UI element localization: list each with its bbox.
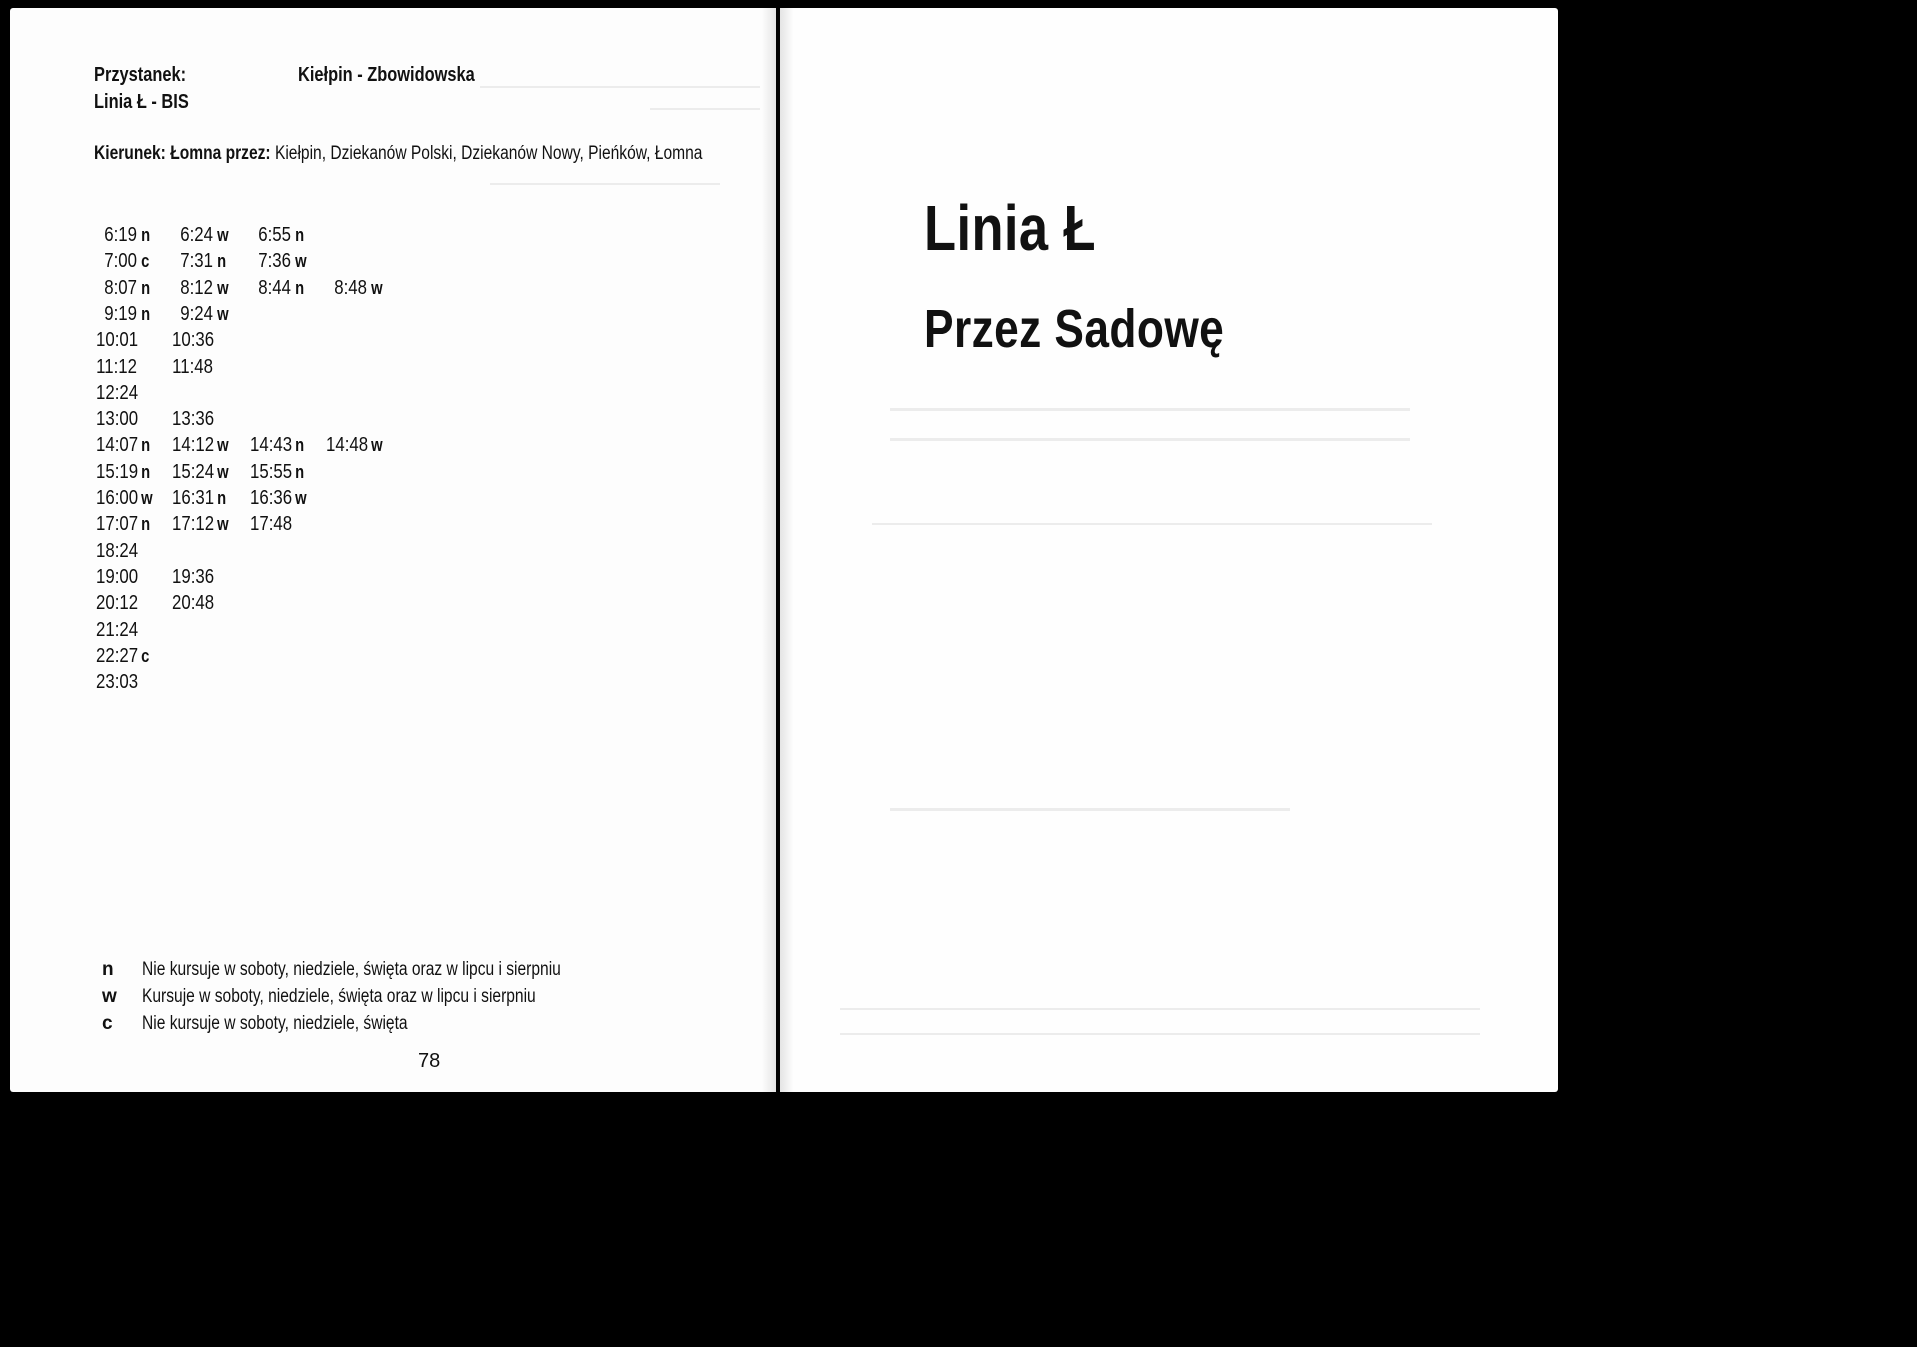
- departure-marker: w: [217, 435, 229, 456]
- departure-time: 18:24: [96, 538, 139, 562]
- bleed-through-mark: [650, 108, 760, 110]
- departure-time: 8:07: [104, 275, 137, 299]
- schedule-row: [96, 222, 516, 248]
- departure-marker: w: [217, 514, 229, 535]
- right-page: [780, 8, 1558, 1092]
- departure-time: 20:12: [96, 591, 139, 615]
- gutter-shadow-right: [780, 8, 794, 1092]
- departure-time: 6:24: [180, 223, 213, 246]
- departure-time: 13:00: [96, 407, 139, 431]
- departure-marker: n: [295, 225, 305, 245]
- departure-cell: [250, 275, 316, 301]
- departure-cell: [96, 354, 151, 380]
- departure-cell: [96, 432, 162, 458]
- departure-cell: [96, 617, 151, 643]
- departure-time: 16:36: [250, 486, 293, 509]
- departure-time: 17:48: [250, 512, 293, 536]
- departure-time: 14:43: [250, 433, 293, 457]
- schedule-row: [96, 275, 516, 301]
- departure-marker: w: [217, 461, 229, 482]
- departure-cell: [172, 222, 241, 248]
- departure-cell: [250, 459, 316, 485]
- departure-cell: [172, 275, 241, 301]
- departure-marker: n: [295, 461, 305, 482]
- bleed-through-mark: [890, 438, 1410, 441]
- departure-time: 8:44: [258, 275, 291, 299]
- departure-cell: [250, 432, 316, 458]
- departure-cell: [96, 511, 162, 537]
- departure-marker: w: [295, 251, 307, 272]
- bleed-through-mark: [840, 1008, 1480, 1010]
- schedule-row: [96, 538, 516, 564]
- departure-marker: w: [217, 303, 229, 324]
- departure-cell: [96, 590, 151, 616]
- departure-time: 16:31: [172, 486, 215, 509]
- departure-marker: n: [141, 461, 151, 482]
- departure-time: 11:48: [172, 354, 213, 378]
- departure-time: 11:12: [96, 354, 137, 378]
- bleed-through-mark: [872, 523, 1432, 525]
- departure-cell: [172, 354, 227, 380]
- departure-cell: [96, 538, 151, 564]
- departure-time: 14:07: [96, 433, 139, 457]
- schedule-row: [96, 432, 516, 458]
- legend-text: Kursuje w soboty, niedziele, święta oraz w lipcu i sierpniu: [142, 986, 536, 1007]
- departure-cell: [96, 275, 162, 301]
- departure-cell: [172, 590, 227, 616]
- departure-marker: n: [141, 435, 151, 456]
- schedule-row: [96, 459, 516, 485]
- departure-time: 9:24: [180, 301, 213, 325]
- departure-marker: n: [217, 251, 227, 272]
- page-number: 78: [418, 1050, 441, 1072]
- direction-line: [94, 143, 776, 165]
- stop-label: Przystanek:: [94, 64, 187, 86]
- schedule-row: [96, 248, 516, 274]
- bleed-through-mark: [840, 1033, 1480, 1035]
- legend-text: Nie kursuje w soboty, niedziele, święta oraz w lipcu i sierpniu: [142, 959, 561, 980]
- departure-cell: [96, 222, 162, 248]
- departure-time: 17:12: [172, 512, 215, 536]
- legend-key: c: [102, 1013, 113, 1034]
- departure-time: 21:24: [96, 617, 139, 641]
- departure-marker: w: [371, 435, 383, 456]
- legend-key: n: [102, 959, 114, 980]
- departure-marker: c: [141, 251, 150, 272]
- departure-time: 16:00: [96, 486, 139, 509]
- direction-label: Kierunek:: [94, 143, 166, 164]
- direction-via: Kiełpin, Dziekanów Polski, Dziekanów Nowy, Pieńków, Łomna: [274, 143, 703, 164]
- departure-cell: [326, 275, 395, 301]
- departure-cell: [96, 406, 151, 432]
- gutter-shadow-left: [762, 8, 776, 1092]
- schedule-row: [96, 301, 516, 327]
- departure-marker: n: [141, 225, 151, 245]
- departure-time: 17:07: [96, 512, 139, 536]
- departure-time: 10:36: [172, 328, 215, 352]
- bleed-through-mark: [480, 86, 760, 88]
- schedule-row: [96, 327, 516, 353]
- schedule-row: [96, 590, 516, 616]
- departure-marker: n: [295, 435, 305, 456]
- departure-marker: w: [371, 277, 383, 298]
- departure-cell: [96, 564, 151, 590]
- departure-time: 6:19: [104, 223, 137, 246]
- departure-time: 15:24: [172, 459, 215, 483]
- schedule-row: [96, 354, 516, 380]
- departure-cell: [326, 432, 395, 458]
- departure-time: 14:48: [326, 433, 369, 457]
- schedule-row: [96, 485, 516, 511]
- departure-time: 15:19: [96, 459, 139, 483]
- left-page: [10, 8, 776, 1092]
- departure-cell: [96, 643, 161, 669]
- line-title: Linia Ł: [924, 192, 1096, 264]
- departure-cell: [96, 380, 151, 406]
- departure-marker: w: [295, 488, 307, 508]
- departure-time: 14:12: [172, 433, 215, 457]
- departure-time: 6:55: [258, 223, 291, 246]
- schedule-row: [96, 669, 516, 695]
- departure-time: 7:00: [104, 249, 137, 273]
- stop-name: Kiełpin - Zbowidowska: [298, 64, 475, 86]
- departure-marker: n: [295, 277, 305, 298]
- departure-marker: n: [141, 277, 151, 298]
- direction-destination: Łomna przez:: [170, 143, 271, 164]
- departure-time: 12:24: [96, 380, 139, 404]
- departure-time: 7:31: [180, 249, 213, 273]
- departure-time: 19:36: [172, 564, 215, 588]
- departure-time: 13:36: [172, 407, 215, 431]
- departure-marker: n: [141, 303, 151, 324]
- departure-cell: [96, 248, 161, 274]
- legend-key: w: [102, 986, 117, 1007]
- departure-time: 8:12: [180, 275, 213, 299]
- departure-time: 22:27: [96, 643, 139, 667]
- departure-time: 20:48: [172, 591, 215, 615]
- schedule-row: [96, 617, 516, 643]
- legend-text: Nie kursuje w soboty, niedziele, święta: [142, 1013, 408, 1034]
- schedule-row: [96, 380, 516, 406]
- departure-marker: c: [141, 645, 150, 666]
- schedule-row: [96, 511, 516, 537]
- departure-cell: [250, 511, 305, 537]
- schedule-row: [96, 643, 516, 669]
- departure-cell: [96, 459, 162, 485]
- departure-marker: w: [141, 488, 153, 508]
- departure-cell: [172, 432, 241, 458]
- departure-cell: [96, 327, 151, 353]
- departure-cell: [172, 459, 241, 485]
- departure-marker: w: [217, 225, 229, 245]
- departure-time: 15:55: [250, 459, 293, 483]
- bleed-through-mark: [890, 808, 1290, 811]
- departure-cell: [172, 511, 241, 537]
- departure-time: 23:03: [96, 670, 139, 694]
- departure-cell: [172, 485, 238, 511]
- departure-time: 10:01: [96, 328, 139, 352]
- departure-cell: [172, 248, 238, 274]
- departure-time: 7:36: [258, 249, 291, 273]
- departure-marker: w: [217, 277, 229, 298]
- bleed-through-mark: [890, 408, 1410, 411]
- line-label: Linia Ł - BIS: [94, 91, 189, 113]
- departure-time: 8:48: [334, 275, 367, 299]
- departure-cell: [250, 222, 316, 248]
- departure-cell: [172, 301, 241, 327]
- departure-marker: n: [217, 488, 227, 508]
- schedule-row: [96, 406, 516, 432]
- departure-cell: [96, 669, 151, 695]
- departure-cell: [172, 327, 227, 353]
- departure-cell: [172, 564, 227, 590]
- departure-marker: n: [141, 514, 151, 535]
- departure-cell: [250, 248, 319, 274]
- departure-cell: [172, 406, 227, 432]
- line-subtitle: Przez Sadowę: [924, 299, 1225, 359]
- departure-time: 9:19: [104, 301, 137, 325]
- departure-cell: [96, 485, 165, 511]
- schedule-row: [96, 564, 516, 590]
- bleed-through-mark: [490, 183, 720, 185]
- departure-time: 19:00: [96, 564, 139, 588]
- departure-cell: [250, 485, 319, 511]
- departure-cell: [96, 301, 162, 327]
